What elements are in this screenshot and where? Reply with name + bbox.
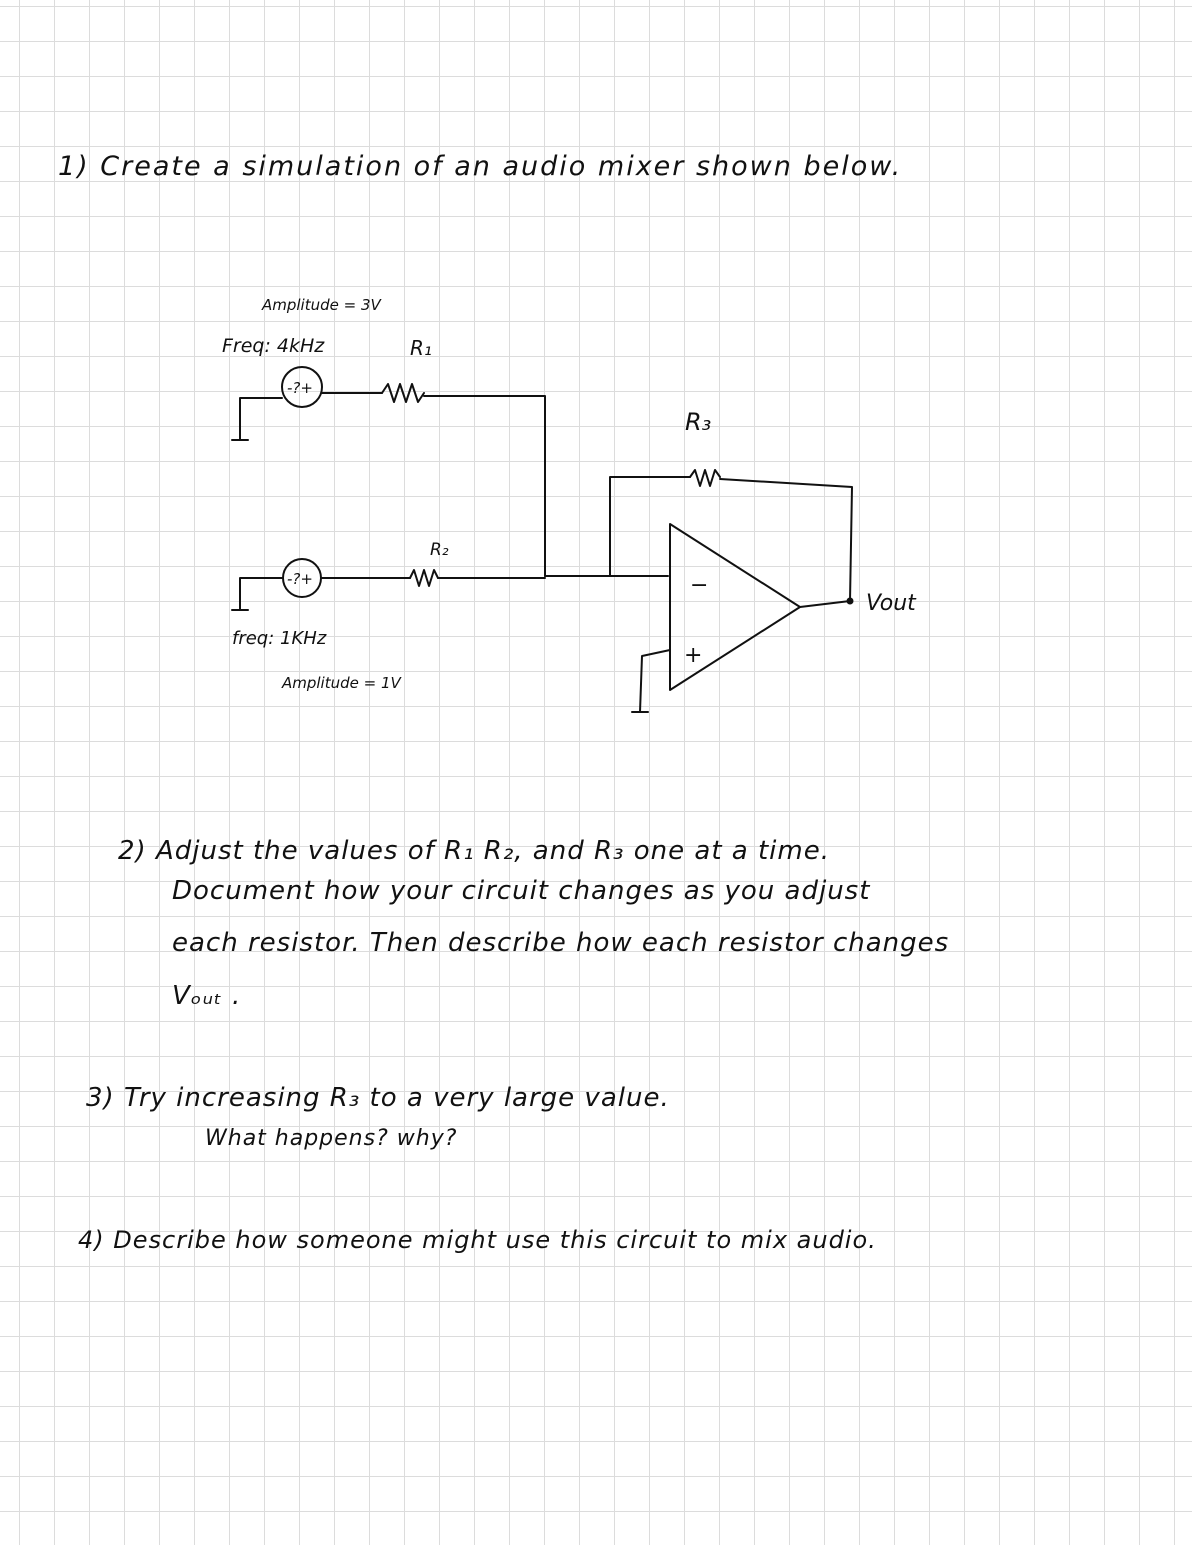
vout-label: Vout [866,591,916,616]
r3-resistor-icon [690,470,720,486]
question-2-line-1: 2) Adjust the values of R₁ R₂, and R₃ one at a time. [118,836,830,866]
source2-ground-icon [232,578,282,610]
r1-resistor-icon [382,384,424,402]
question-4: 4) Describe how someone might use this circuit to mix audio. [78,1226,877,1254]
source1-polarity: -?+ [287,379,313,397]
question-2-line-4: Vₒᵤₜ . [172,981,242,1011]
source2-frequency-label: freq: 1KHz [232,628,327,649]
question-1: 1) Create a simulation of an audio mixer shown below. [58,151,903,182]
question-2-line-3: each resistor. Then describe how each resistor changes [172,928,950,958]
opamp-plus-label: + [684,643,703,668]
source1-amplitude-label: Amplitude = 3V [262,296,381,314]
source1-ground-icon [232,398,282,440]
source2-amplitude-label: Amplitude = 1V [282,674,401,692]
question-3-line-1: 3) Try increasing R₃ to a very large value. [86,1083,670,1113]
source2-polarity: -?+ [287,570,313,588]
r2-label: R₂ [430,540,449,560]
question-2-line-2: Document how your circuit changes as you adjust [172,876,871,906]
opamp-minus-label: − [690,573,709,598]
r3-label: R₃ [685,408,712,436]
r1-label: R₁ [410,336,432,360]
opamp-ground-icon [632,650,670,712]
r2-resistor-icon [410,570,438,586]
source1-frequency-label: Freq: 4kHz [222,335,325,357]
question-3-line-2: What happens? why? [205,1126,458,1151]
